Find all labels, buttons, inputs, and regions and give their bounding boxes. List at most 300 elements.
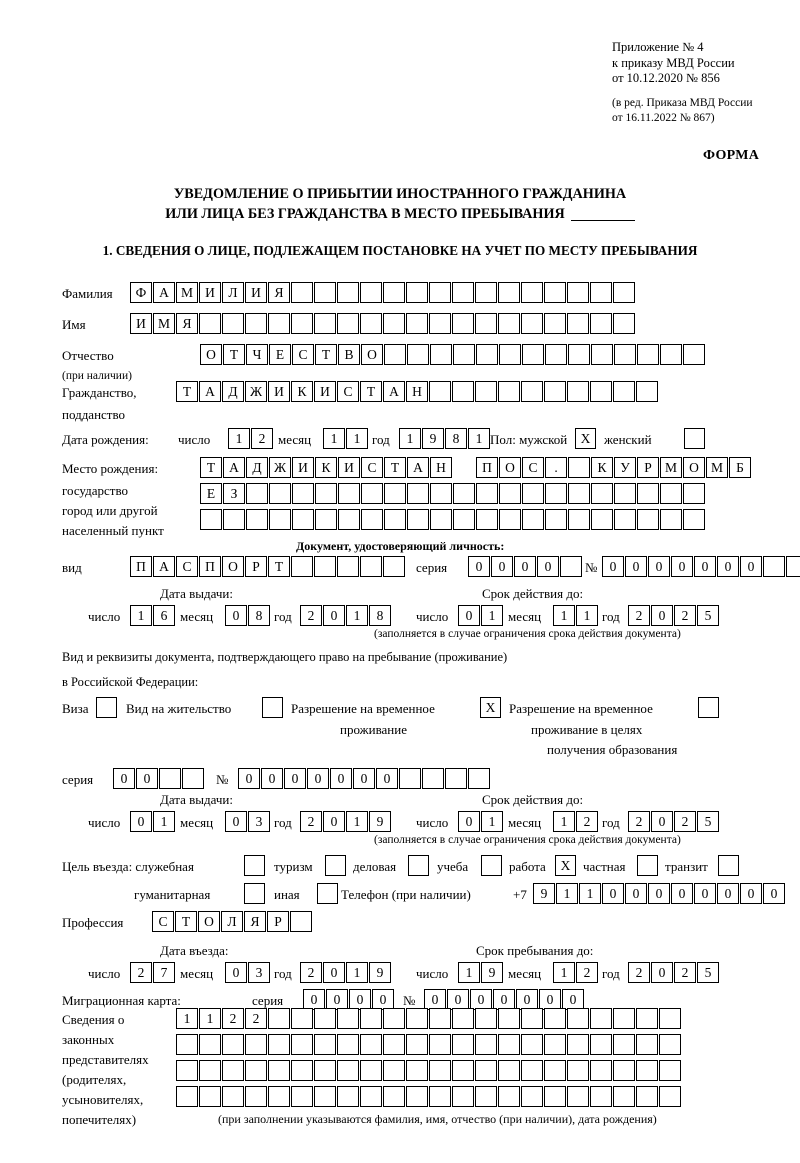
char-cell[interactable] <box>560 556 582 577</box>
char-cell[interactable]: 3 <box>248 811 270 832</box>
char-cell[interactable] <box>568 509 590 530</box>
entry-month-input[interactable] <box>225 962 271 983</box>
char-cell[interactable] <box>222 1060 244 1081</box>
birth-month-input[interactable] <box>323 428 369 449</box>
char-cell[interactable] <box>499 344 521 365</box>
char-cell[interactable]: 0 <box>717 883 739 904</box>
char-cell[interactable] <box>384 509 406 530</box>
char-cell[interactable] <box>314 313 336 334</box>
char-cell[interactable] <box>199 1060 221 1081</box>
char-cell[interactable]: П <box>130 556 152 577</box>
char-cell[interactable] <box>430 483 452 504</box>
char-cell[interactable] <box>337 313 359 334</box>
char-cell[interactable]: 0 <box>651 605 673 626</box>
char-cell[interactable]: С <box>292 344 314 365</box>
char-cell[interactable] <box>476 483 498 504</box>
char-cell[interactable] <box>452 313 474 334</box>
permit-issue-year-input[interactable] <box>300 811 392 832</box>
char-cell[interactable] <box>314 1008 336 1029</box>
char-cell[interactable] <box>445 768 467 789</box>
char-cell[interactable] <box>246 509 268 530</box>
char-cell[interactable] <box>498 1060 520 1081</box>
char-cell[interactable] <box>222 313 244 334</box>
char-cell[interactable] <box>245 1034 267 1055</box>
char-cell[interactable] <box>182 768 204 789</box>
char-cell[interactable]: М <box>176 282 198 303</box>
char-cell[interactable] <box>384 483 406 504</box>
char-cell[interactable]: 8 <box>248 605 270 626</box>
char-cell[interactable] <box>522 483 544 504</box>
char-cell[interactable] <box>452 282 474 303</box>
stay-month-input[interactable] <box>553 962 599 983</box>
char-cell[interactable] <box>222 1086 244 1107</box>
char-cell[interactable] <box>291 556 313 577</box>
char-cell[interactable] <box>545 509 567 530</box>
char-cell[interactable] <box>406 282 428 303</box>
purpose-other-checkbox[interactable] <box>317 883 338 904</box>
char-cell[interactable] <box>475 381 497 402</box>
char-cell[interactable] <box>545 344 567 365</box>
char-cell[interactable]: А <box>153 556 175 577</box>
legal-row1-input[interactable] <box>176 1008 682 1029</box>
char-cell[interactable]: 0 <box>468 556 490 577</box>
char-cell[interactable] <box>613 313 635 334</box>
char-cell[interactable]: 2 <box>300 962 322 983</box>
char-cell[interactable] <box>498 313 520 334</box>
char-cell[interactable] <box>453 483 475 504</box>
char-cell[interactable] <box>430 344 452 365</box>
char-cell[interactable]: Т <box>223 344 245 365</box>
char-cell[interactable] <box>176 1060 198 1081</box>
char-cell[interactable]: Н <box>406 381 428 402</box>
char-cell[interactable]: 0 <box>717 556 739 577</box>
char-cell[interactable] <box>521 282 543 303</box>
char-cell[interactable] <box>361 509 383 530</box>
purpose-business-checkbox[interactable] <box>408 855 429 876</box>
char-cell[interactable]: 0 <box>602 556 624 577</box>
char-cell[interactable] <box>291 1086 313 1107</box>
doc-number-input[interactable] <box>602 556 800 577</box>
char-cell[interactable]: 0 <box>323 962 345 983</box>
char-cell[interactable]: 0 <box>353 768 375 789</box>
citizenship-input[interactable] <box>176 381 659 402</box>
char-cell[interactable] <box>291 282 313 303</box>
char-cell[interactable]: Л <box>221 911 243 932</box>
char-cell[interactable]: 2 <box>628 605 650 626</box>
purpose-work-checkbox[interactable]: X <box>555 855 576 876</box>
char-cell[interactable] <box>499 509 521 530</box>
char-cell[interactable] <box>567 1060 589 1081</box>
char-cell[interactable] <box>246 483 268 504</box>
char-cell[interactable] <box>314 1086 336 1107</box>
char-cell[interactable]: 2 <box>674 962 696 983</box>
char-cell[interactable] <box>159 768 181 789</box>
char-cell[interactable] <box>613 282 635 303</box>
birth-city-row1-input[interactable] <box>476 457 752 478</box>
char-cell[interactable] <box>199 1034 221 1055</box>
char-cell[interactable]: М <box>153 313 175 334</box>
char-cell[interactable]: 0 <box>514 556 536 577</box>
char-cell[interactable]: Р <box>637 457 659 478</box>
char-cell[interactable]: 5 <box>697 962 719 983</box>
char-cell[interactable] <box>406 1034 428 1055</box>
char-cell[interactable]: 1 <box>553 811 575 832</box>
char-cell[interactable]: И <box>314 381 336 402</box>
char-cell[interactable] <box>292 483 314 504</box>
char-cell[interactable]: 1 <box>468 428 490 449</box>
char-cell[interactable]: 0 <box>651 811 673 832</box>
char-cell[interactable] <box>383 556 405 577</box>
char-cell[interactable] <box>613 1060 635 1081</box>
residence-permit-checkbox[interactable] <box>262 697 283 718</box>
visa-checkbox[interactable] <box>96 697 117 718</box>
char-cell[interactable] <box>360 1034 382 1055</box>
char-cell[interactable]: 2 <box>300 605 322 626</box>
char-cell[interactable] <box>475 1060 497 1081</box>
char-cell[interactable]: 0 <box>323 605 345 626</box>
char-cell[interactable]: 0 <box>136 768 158 789</box>
char-cell[interactable] <box>292 509 314 530</box>
migration-number-input[interactable] <box>424 989 585 1010</box>
char-cell[interactable] <box>429 1060 451 1081</box>
char-cell[interactable] <box>422 768 444 789</box>
char-cell[interactable]: Е <box>200 483 222 504</box>
char-cell[interactable] <box>407 509 429 530</box>
char-cell[interactable] <box>590 1060 612 1081</box>
char-cell[interactable]: 0 <box>648 883 670 904</box>
birth-state-input[interactable] <box>200 457 453 478</box>
char-cell[interactable]: И <box>245 282 267 303</box>
char-cell[interactable] <box>268 1008 290 1029</box>
char-cell[interactable] <box>291 1008 313 1029</box>
char-cell[interactable]: 0 <box>284 768 306 789</box>
char-cell[interactable] <box>567 313 589 334</box>
entry-year-input[interactable] <box>300 962 392 983</box>
char-cell[interactable]: 0 <box>493 989 515 1010</box>
purpose-humanitarian-checkbox[interactable] <box>244 883 265 904</box>
char-cell[interactable]: 1 <box>130 605 152 626</box>
char-cell[interactable] <box>383 1008 405 1029</box>
char-cell[interactable] <box>567 381 589 402</box>
char-cell[interactable] <box>383 1060 405 1081</box>
char-cell[interactable] <box>660 509 682 530</box>
char-cell[interactable]: 2 <box>251 428 273 449</box>
char-cell[interactable] <box>660 483 682 504</box>
char-cell[interactable] <box>453 344 475 365</box>
char-cell[interactable] <box>338 509 360 530</box>
doc-valid-month-input[interactable] <box>553 605 599 626</box>
char-cell[interactable] <box>315 483 337 504</box>
char-cell[interactable]: 0 <box>376 768 398 789</box>
stay-day-input[interactable] <box>458 962 504 983</box>
char-cell[interactable]: 0 <box>458 811 480 832</box>
char-cell[interactable] <box>268 1086 290 1107</box>
char-cell[interactable]: 0 <box>458 605 480 626</box>
char-cell[interactable]: И <box>338 457 360 478</box>
char-cell[interactable] <box>475 1008 497 1029</box>
char-cell[interactable]: 0 <box>491 556 513 577</box>
purpose-transit-checkbox[interactable] <box>718 855 739 876</box>
char-cell[interactable] <box>245 313 267 334</box>
char-cell[interactable] <box>269 483 291 504</box>
char-cell[interactable] <box>567 1008 589 1029</box>
char-cell[interactable] <box>591 509 613 530</box>
char-cell[interactable] <box>614 483 636 504</box>
legal-row3-input[interactable] <box>176 1060 682 1081</box>
char-cell[interactable]: 0 <box>349 989 371 1010</box>
char-cell[interactable]: Т <box>176 381 198 402</box>
char-cell[interactable] <box>544 1086 566 1107</box>
char-cell[interactable]: Т <box>315 344 337 365</box>
edu-residence-checkbox[interactable] <box>698 697 719 718</box>
char-cell[interactable] <box>407 344 429 365</box>
char-cell[interactable] <box>429 1008 451 1029</box>
char-cell[interactable] <box>637 483 659 504</box>
sex-male-checkbox[interactable]: X <box>575 428 596 449</box>
char-cell[interactable] <box>199 313 221 334</box>
char-cell[interactable] <box>429 1034 451 1055</box>
char-cell[interactable]: 0 <box>261 768 283 789</box>
char-cell[interactable] <box>568 344 590 365</box>
char-cell[interactable]: 1 <box>346 962 368 983</box>
char-cell[interactable] <box>176 1034 198 1055</box>
char-cell[interactable] <box>222 1034 244 1055</box>
char-cell[interactable]: К <box>591 457 613 478</box>
purpose-service-checkbox[interactable] <box>244 855 265 876</box>
char-cell[interactable] <box>245 1086 267 1107</box>
char-cell[interactable] <box>383 282 405 303</box>
char-cell[interactable] <box>613 381 635 402</box>
char-cell[interactable] <box>567 1034 589 1055</box>
char-cell[interactable]: 0 <box>238 768 260 789</box>
char-cell[interactable] <box>314 556 336 577</box>
char-cell[interactable] <box>429 1086 451 1107</box>
char-cell[interactable] <box>406 1060 428 1081</box>
char-cell[interactable]: 0 <box>740 556 762 577</box>
char-cell[interactable] <box>567 282 589 303</box>
char-cell[interactable] <box>475 1086 497 1107</box>
char-cell[interactable] <box>637 509 659 530</box>
char-cell[interactable] <box>763 556 785 577</box>
char-cell[interactable] <box>452 381 474 402</box>
char-cell[interactable] <box>659 1008 681 1029</box>
char-cell[interactable] <box>468 768 490 789</box>
char-cell[interactable] <box>453 509 475 530</box>
char-cell[interactable]: С <box>337 381 359 402</box>
char-cell[interactable]: 1 <box>346 811 368 832</box>
char-cell[interactable]: 1 <box>579 883 601 904</box>
char-cell[interactable]: 1 <box>228 428 250 449</box>
char-cell[interactable] <box>544 313 566 334</box>
char-cell[interactable]: О <box>200 344 222 365</box>
char-cell[interactable]: Л <box>222 282 244 303</box>
doc-kind-input[interactable] <box>130 556 406 577</box>
char-cell[interactable] <box>360 1060 382 1081</box>
char-cell[interactable]: У <box>614 457 636 478</box>
char-cell[interactable]: 9 <box>369 811 391 832</box>
char-cell[interactable] <box>475 313 497 334</box>
char-cell[interactable] <box>399 768 421 789</box>
char-cell[interactable]: 5 <box>697 811 719 832</box>
char-cell[interactable]: . <box>545 457 567 478</box>
char-cell[interactable]: Н <box>430 457 452 478</box>
char-cell[interactable]: О <box>198 911 220 932</box>
char-cell[interactable]: А <box>383 381 405 402</box>
char-cell[interactable]: Е <box>269 344 291 365</box>
char-cell[interactable]: 2 <box>300 811 322 832</box>
char-cell[interactable] <box>544 1060 566 1081</box>
char-cell[interactable]: 0 <box>648 556 670 577</box>
char-cell[interactable] <box>337 1086 359 1107</box>
profession-input[interactable] <box>152 911 313 932</box>
char-cell[interactable] <box>590 313 612 334</box>
char-cell[interactable] <box>591 344 613 365</box>
char-cell[interactable]: П <box>476 457 498 478</box>
char-cell[interactable] <box>521 313 543 334</box>
char-cell[interactable]: Т <box>175 911 197 932</box>
char-cell[interactable] <box>544 381 566 402</box>
migration-series-input[interactable] <box>303 989 395 1010</box>
char-cell[interactable]: А <box>199 381 221 402</box>
char-cell[interactable] <box>429 381 451 402</box>
char-cell[interactable]: 0 <box>625 556 647 577</box>
char-cell[interactable]: Ж <box>245 381 267 402</box>
char-cell[interactable]: Т <box>360 381 382 402</box>
char-cell[interactable]: 5 <box>697 605 719 626</box>
char-cell[interactable] <box>429 313 451 334</box>
char-cell[interactable]: Д <box>222 381 244 402</box>
char-cell[interactable]: Ж <box>269 457 291 478</box>
char-cell[interactable]: О <box>683 457 705 478</box>
permit-issue-month-input[interactable] <box>225 811 271 832</box>
char-cell[interactable]: 0 <box>372 989 394 1010</box>
char-cell[interactable]: 1 <box>553 605 575 626</box>
char-cell[interactable] <box>452 1034 474 1055</box>
char-cell[interactable]: 1 <box>553 962 575 983</box>
char-cell[interactable]: 1 <box>458 962 480 983</box>
char-cell[interactable] <box>314 1060 336 1081</box>
char-cell[interactable] <box>430 509 452 530</box>
char-cell[interactable] <box>498 1086 520 1107</box>
char-cell[interactable] <box>613 1008 635 1029</box>
char-cell[interactable]: 2 <box>628 962 650 983</box>
char-cell[interactable]: И <box>292 457 314 478</box>
char-cell[interactable]: 0 <box>671 556 693 577</box>
char-cell[interactable]: 0 <box>225 605 247 626</box>
char-cell[interactable] <box>786 556 800 577</box>
char-cell[interactable]: 0 <box>539 989 561 1010</box>
char-cell[interactable] <box>337 556 359 577</box>
char-cell[interactable]: 6 <box>153 605 175 626</box>
char-cell[interactable] <box>521 1086 543 1107</box>
char-cell[interactable]: Д <box>246 457 268 478</box>
surname-input[interactable] <box>130 282 636 303</box>
char-cell[interactable]: 0 <box>326 989 348 1010</box>
char-cell[interactable] <box>314 282 336 303</box>
char-cell[interactable]: 0 <box>516 989 538 1010</box>
char-cell[interactable]: 0 <box>562 989 584 1010</box>
char-cell[interactable]: 1 <box>323 428 345 449</box>
char-cell[interactable]: 2 <box>245 1008 267 1029</box>
char-cell[interactable] <box>614 344 636 365</box>
char-cell[interactable]: Р <box>245 556 267 577</box>
purpose-study-checkbox[interactable] <box>481 855 502 876</box>
char-cell[interactable]: К <box>291 381 313 402</box>
char-cell[interactable] <box>337 282 359 303</box>
char-cell[interactable] <box>269 509 291 530</box>
char-cell[interactable] <box>590 1034 612 1055</box>
char-cell[interactable]: 0 <box>602 883 624 904</box>
char-cell[interactable]: 0 <box>537 556 559 577</box>
char-cell[interactable] <box>659 1086 681 1107</box>
char-cell[interactable]: В <box>338 344 360 365</box>
char-cell[interactable]: Я <box>244 911 266 932</box>
char-cell[interactable]: 0 <box>671 883 693 904</box>
char-cell[interactable] <box>475 282 497 303</box>
permit-series-input[interactable] <box>113 768 205 789</box>
char-cell[interactable] <box>498 381 520 402</box>
char-cell[interactable] <box>521 381 543 402</box>
char-cell[interactable] <box>636 1034 658 1055</box>
char-cell[interactable]: 0 <box>113 768 135 789</box>
char-cell[interactable] <box>498 1008 520 1029</box>
legal-row2-input[interactable] <box>176 1034 682 1055</box>
char-cell[interactable] <box>361 483 383 504</box>
char-cell[interactable]: 1 <box>346 605 368 626</box>
char-cell[interactable] <box>659 1034 681 1055</box>
phone-input[interactable] <box>533 883 786 904</box>
char-cell[interactable] <box>498 1034 520 1055</box>
char-cell[interactable] <box>337 1060 359 1081</box>
char-cell[interactable] <box>360 1008 382 1029</box>
char-cell[interactable]: 2 <box>674 811 696 832</box>
char-cell[interactable]: Р <box>267 911 289 932</box>
legal-row4-input[interactable] <box>176 1086 682 1107</box>
char-cell[interactable]: 0 <box>323 811 345 832</box>
char-cell[interactable] <box>337 1008 359 1029</box>
char-cell[interactable]: 0 <box>424 989 446 1010</box>
char-cell[interactable]: 0 <box>225 962 247 983</box>
char-cell[interactable]: 0 <box>130 811 152 832</box>
char-cell[interactable]: 1 <box>176 1008 198 1029</box>
char-cell[interactable] <box>290 911 312 932</box>
char-cell[interactable] <box>683 483 705 504</box>
temp-residence-checkbox[interactable]: X <box>480 697 501 718</box>
char-cell[interactable] <box>452 1008 474 1029</box>
char-cell[interactable] <box>406 1008 428 1029</box>
char-cell[interactable] <box>522 344 544 365</box>
char-cell[interactable] <box>223 509 245 530</box>
char-cell[interactable] <box>383 1034 405 1055</box>
char-cell[interactable]: 0 <box>447 989 469 1010</box>
char-cell[interactable] <box>291 313 313 334</box>
char-cell[interactable]: 8 <box>369 605 391 626</box>
char-cell[interactable]: А <box>223 457 245 478</box>
char-cell[interactable]: 0 <box>625 883 647 904</box>
char-cell[interactable]: Т <box>200 457 222 478</box>
char-cell[interactable] <box>613 1034 635 1055</box>
sex-female-checkbox[interactable] <box>684 428 705 449</box>
char-cell[interactable] <box>268 313 290 334</box>
char-cell[interactable]: О <box>222 556 244 577</box>
doc-issue-year-input[interactable] <box>300 605 392 626</box>
char-cell[interactable]: 9 <box>369 962 391 983</box>
char-cell[interactable]: Т <box>384 457 406 478</box>
char-cell[interactable] <box>360 556 382 577</box>
char-cell[interactable] <box>590 282 612 303</box>
char-cell[interactable] <box>360 313 382 334</box>
char-cell[interactable] <box>636 1086 658 1107</box>
